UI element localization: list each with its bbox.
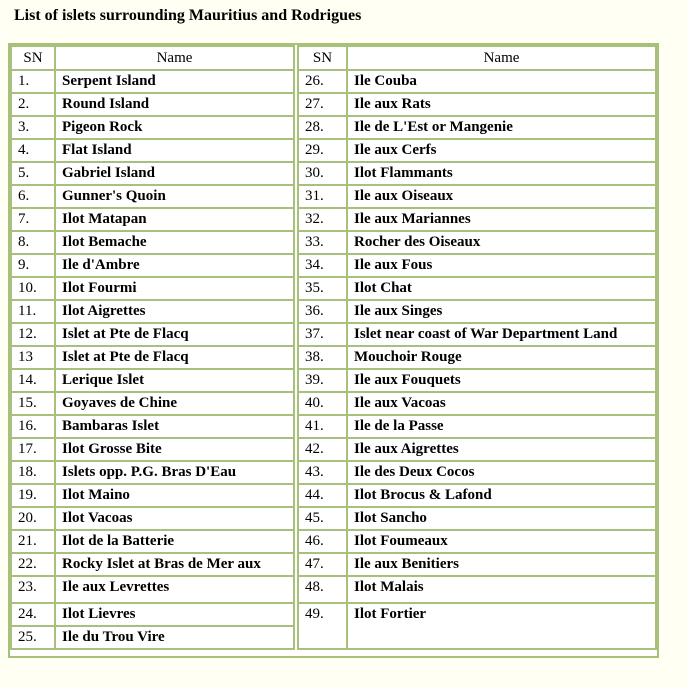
table-row (298, 553, 656, 576)
sn-cell: 33. (298, 231, 347, 254)
table-row (11, 323, 294, 346)
name-cell: Pigeon Rock (55, 116, 294, 139)
table-row (11, 392, 294, 415)
table-row (11, 231, 294, 254)
table-row (11, 93, 294, 116)
name-cell: Gunner's Quoin (55, 185, 294, 208)
name-cell: Lerique Islet (55, 369, 294, 392)
sn-cell: 25. (11, 626, 55, 649)
table-row (11, 70, 294, 93)
sn-cell: 14. (11, 369, 55, 392)
sn-cell: 7. (11, 208, 55, 231)
name-cell: Ilot Matapan (55, 208, 294, 231)
sn-cell: 40. (298, 392, 347, 415)
sn-header: SN (11, 46, 55, 70)
table-row (298, 415, 656, 438)
table-row (298, 231, 656, 254)
table-row (11, 438, 294, 461)
name-cell: Ilot Foumeaux (347, 530, 656, 553)
name-cell: Islets opp. P.G. Bras D'Eau (55, 461, 294, 484)
sn-cell: 44. (298, 484, 347, 507)
sn-cell: 39. (298, 369, 347, 392)
right-header-row (298, 46, 656, 70)
sn-cell: 12. (11, 323, 55, 346)
name-cell: Islet at Pte de Flacq (55, 323, 294, 346)
sn-cell: 49. (298, 603, 347, 649)
name-cell: Rocher des Oiseaux (347, 231, 656, 254)
table-row (11, 626, 294, 649)
sn-cell: 31. (298, 185, 347, 208)
sn-cell: 34. (298, 254, 347, 277)
page-title: List of islets surrounding Mauritius and Rodrigues (14, 7, 362, 24)
sn-cell: 4. (11, 139, 55, 162)
table-row (298, 461, 656, 484)
islets-table-right-half (297, 45, 657, 650)
table-row (11, 369, 294, 392)
table-row (11, 116, 294, 139)
table-row (11, 277, 294, 300)
name-cell: Ile aux Levrettes (55, 576, 294, 603)
sn-cell: 3. (11, 116, 55, 139)
table-row (11, 415, 294, 438)
right-table-body (298, 70, 656, 649)
name-cell: Ilot Grosse Bite (55, 438, 294, 461)
sn-cell: 28. (298, 116, 347, 139)
name-cell: Ilot Chat (347, 277, 656, 300)
table-row (298, 208, 656, 231)
table-row (11, 162, 294, 185)
sn-cell: 5. (11, 162, 55, 185)
table-row (11, 576, 294, 603)
name-cell: Ile Couba (347, 70, 656, 93)
name-cell: Ilot Fourmi (55, 277, 294, 300)
sn-cell: 41. (298, 415, 347, 438)
sn-cell: 26. (298, 70, 347, 93)
sn-cell: 10. (11, 277, 55, 300)
name-cell: Bambaras Islet (55, 415, 294, 438)
table-row (11, 530, 294, 553)
table-row (298, 392, 656, 415)
name-cell: Ile aux Singes (347, 300, 656, 323)
sn-cell: 37. (298, 323, 347, 346)
sn-cell: 19. (11, 484, 55, 507)
sn-cell: 35. (298, 277, 347, 300)
name-cell: Ile aux Cerfs (347, 139, 656, 162)
table-row (298, 438, 656, 461)
table-row (298, 70, 656, 93)
sn-cell: 2. (11, 93, 55, 116)
sn-cell: 1. (11, 70, 55, 93)
table-row (298, 484, 656, 507)
table-row (11, 461, 294, 484)
table-row (11, 300, 294, 323)
table-row (298, 507, 656, 530)
name-cell: Ile aux Vacoas (347, 392, 656, 415)
name-cell: Ile aux Mariannes (347, 208, 656, 231)
table-row (298, 346, 656, 369)
table-row (298, 185, 656, 208)
table-row (11, 185, 294, 208)
table-row (298, 93, 656, 116)
sn-cell: 23. (11, 576, 55, 603)
name-cell: Islet at Pte de Flacq (55, 346, 294, 369)
name-cell: Goyaves de Chine (55, 392, 294, 415)
sn-cell: 47. (298, 553, 347, 576)
table-row (11, 603, 294, 626)
name-cell: Ilot Fortier (347, 603, 656, 649)
table-row (11, 139, 294, 162)
name-cell: Islet near coast of War Department Land (347, 323, 656, 346)
name-cell: Ilot Aigrettes (55, 300, 294, 323)
islets-table (8, 43, 659, 658)
table-row (298, 369, 656, 392)
name-header: Name (347, 46, 656, 70)
sn-cell: 18. (11, 461, 55, 484)
table-row (298, 139, 656, 162)
name-cell: Flat Island (55, 139, 294, 162)
table-row (11, 507, 294, 530)
name-cell: Mouchoir Rouge (347, 346, 656, 369)
sn-cell: 21. (11, 530, 55, 553)
table-row (11, 484, 294, 507)
name-cell: Ilot Lievres (55, 603, 294, 626)
name-cell: Serpent Island (55, 70, 294, 93)
name-cell: Ilot Flammants (347, 162, 656, 185)
name-cell: Ile aux Aigrettes (347, 438, 656, 461)
table-row (298, 162, 656, 185)
sn-cell: 27. (298, 93, 347, 116)
name-cell: Rocky Islet at Bras de Mer aux (55, 553, 294, 576)
table-row (298, 277, 656, 300)
sn-cell: 32. (298, 208, 347, 231)
name-cell: Ilot Brocus & Lafond (347, 484, 656, 507)
table-row (298, 323, 656, 346)
sn-cell: 13 (11, 346, 55, 369)
name-cell: Ile de la Passe (347, 415, 656, 438)
table-row (11, 553, 294, 576)
sn-cell: 6. (11, 185, 55, 208)
sn-cell: 17. (11, 438, 55, 461)
name-cell: Round Island (55, 93, 294, 116)
name-cell: Ile aux Oiseaux (347, 185, 656, 208)
name-cell: Ilot Bemache (55, 231, 294, 254)
sn-cell: 45. (298, 507, 347, 530)
name-cell: Ilot Sancho (347, 507, 656, 530)
name-cell: Ile aux Rats (347, 93, 656, 116)
sn-cell: 42. (298, 438, 347, 461)
table-row (11, 208, 294, 231)
name-cell: Ile du Trou Vire (55, 626, 294, 649)
sn-cell: 30. (298, 162, 347, 185)
sn-cell: 48. (298, 576, 347, 603)
sn-cell: 46. (298, 530, 347, 553)
sn-cell: 29. (298, 139, 347, 162)
sn-cell: 9. (11, 254, 55, 277)
sn-cell: 38. (298, 346, 347, 369)
sn-cell: 16. (11, 415, 55, 438)
left-table-body (11, 70, 294, 649)
right-table (297, 45, 657, 650)
table-row (298, 254, 656, 277)
sn-cell: 36. (298, 300, 347, 323)
name-cell: Ile des Deux Cocos (347, 461, 656, 484)
table-row (298, 116, 656, 139)
sn-cell: 20. (11, 507, 55, 530)
name-cell: Ile de L'Est or Mangenie (347, 116, 656, 139)
left-table (10, 45, 295, 650)
table-row (11, 254, 294, 277)
sn-cell: 43. (298, 461, 347, 484)
name-header: Name (55, 46, 294, 70)
name-cell: Ilot de la Batterie (55, 530, 294, 553)
sn-cell: 11. (11, 300, 55, 323)
name-cell: Gabriel Island (55, 162, 294, 185)
name-cell: Ile aux Benitiers (347, 553, 656, 576)
name-cell: Ilot Vacoas (55, 507, 294, 530)
name-cell: Ilot Malais (347, 576, 656, 603)
name-cell: Ile aux Fouquets (347, 369, 656, 392)
table-row (298, 530, 656, 553)
name-cell: Ile d'Ambre (55, 254, 294, 277)
table-row (298, 603, 656, 649)
sn-cell: 24. (11, 603, 55, 626)
table-row (298, 576, 656, 603)
name-cell: Ile aux Fous (347, 254, 656, 277)
sn-cell: 15. (11, 392, 55, 415)
sn-header: SN (298, 46, 347, 70)
sn-cell: 8. (11, 231, 55, 254)
name-cell: Ilot Maino (55, 484, 294, 507)
left-header-row (11, 46, 294, 70)
sn-cell: 22. (11, 553, 55, 576)
islets-table-left-half (10, 45, 295, 650)
table-row (11, 346, 294, 369)
table-row (298, 300, 656, 323)
